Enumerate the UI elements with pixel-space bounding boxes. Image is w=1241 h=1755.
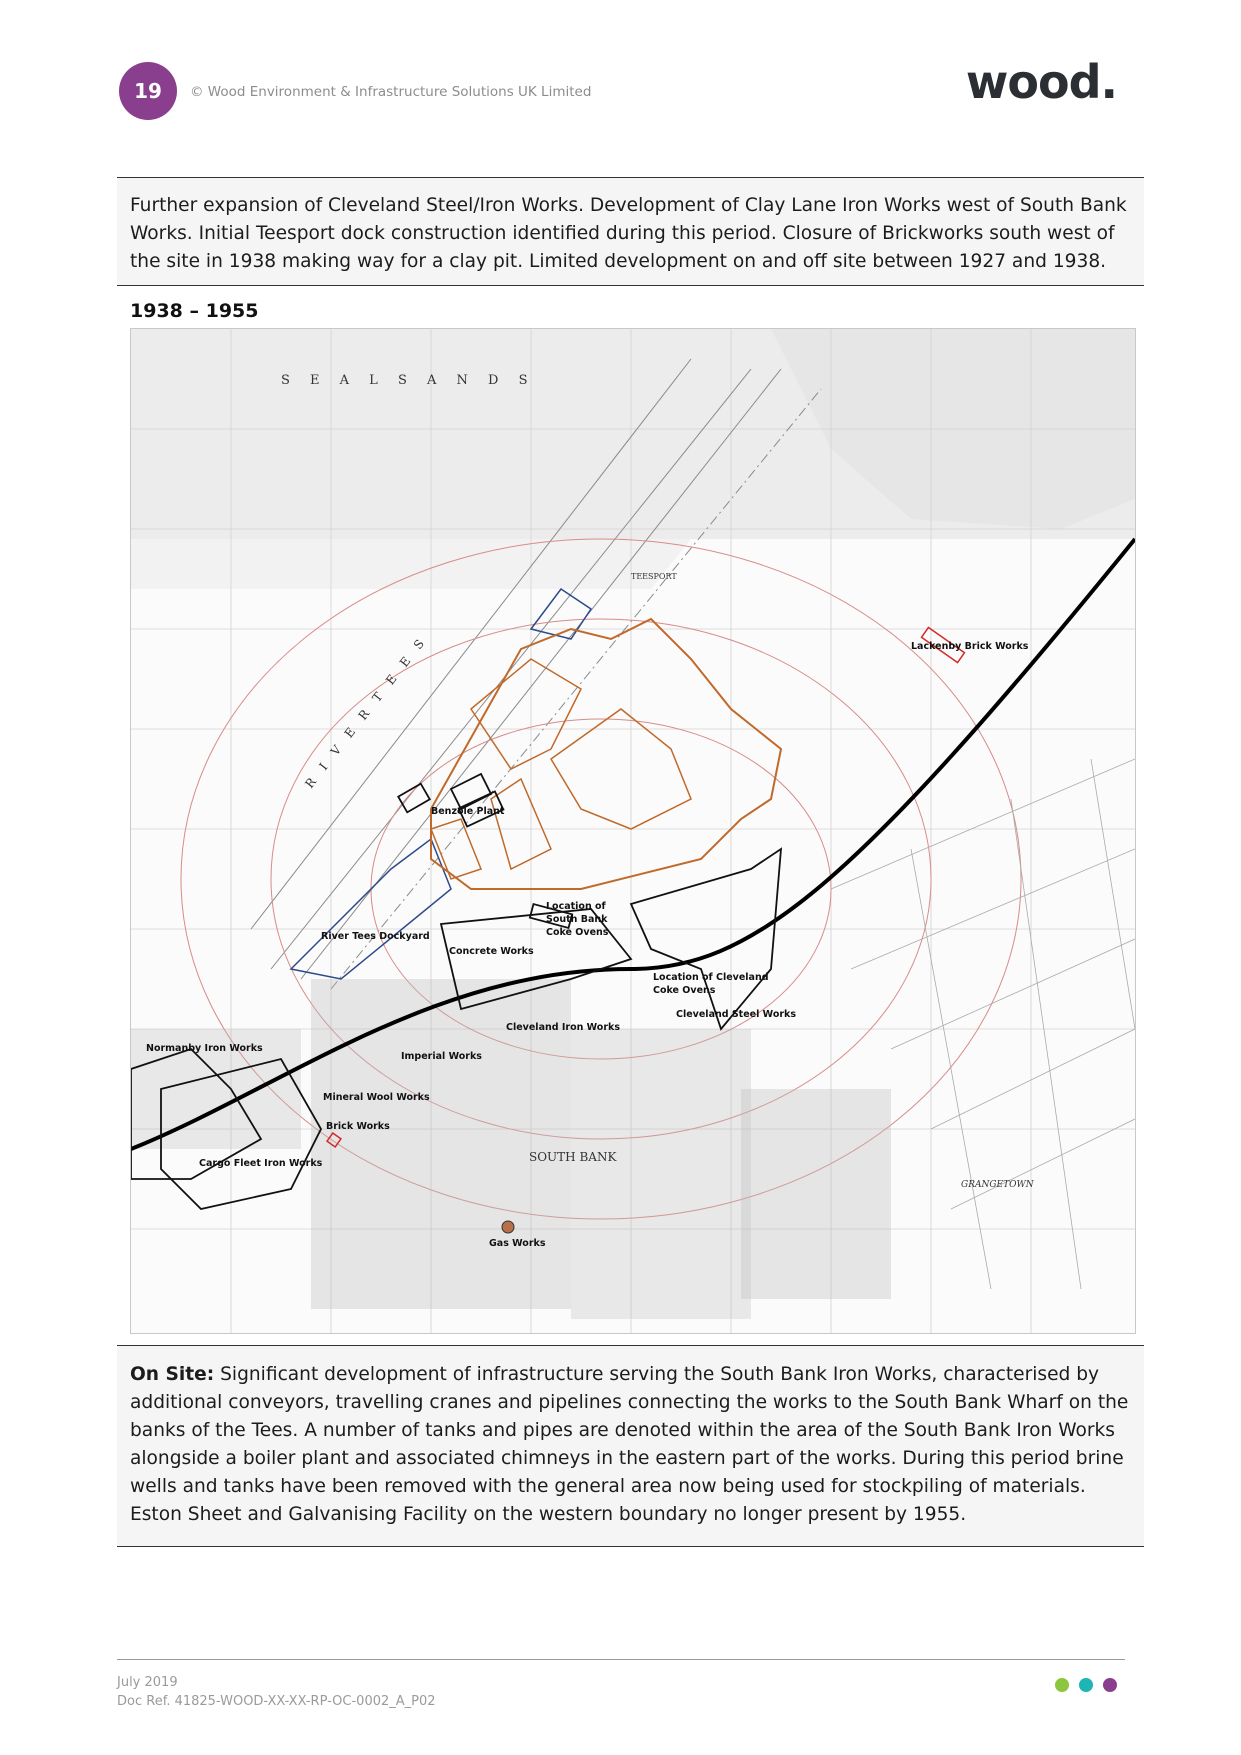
concrete-works-label: Concrete Works [449, 946, 534, 957]
south-bank-coke-ovens-boundary [491, 779, 551, 869]
normanby-iron-works-label: Normanby Iron Works [146, 1043, 263, 1054]
page-number-badge: 19 [119, 62, 177, 120]
onsite-text [130, 1361, 1132, 1529]
wood-logo: wood. [965, 55, 1117, 109]
concrete-works-boundary [431, 819, 481, 879]
period-heading: 1938 – 1955 [130, 300, 259, 322]
coke-ovens-label-line3: Coke Ovens [546, 927, 609, 938]
onsite-body: Significant development of infrastructure serving the South Bank Iron Works, characterised by additional conveyors, travelling cranes and pipelines connecting the works to the South Bank Wharf on the banks of the Tees. A number of tanks and pipes are denoted within the area of the South Bank Iron Works alongside a boiler plant and associated chimneys in the eastern part of the works. During this period brine wells and tanks have been removed with the general area now being used for stockpiling of materials. Eston Sheet and Galvanising Facility on the western boundary no longer present by 1955. [130, 1364, 1129, 1525]
south-bank-label: SOUTH BANK [529, 1150, 617, 1164]
brick-works-label: Brick Works [326, 1121, 390, 1132]
brand-dots [1055, 1678, 1117, 1692]
river-tees-label: R I V E R T E E S [302, 632, 431, 791]
teesport-label: TEESPORT [631, 572, 677, 581]
benzole-plant-label: Benzole Plant [431, 806, 505, 817]
historic-map [130, 328, 1136, 1334]
mudflat-area [131, 539, 691, 589]
brand-dot-purple [1103, 1678, 1117, 1692]
river-tees-dockyard-boundary [291, 839, 451, 979]
site-inner-area-1 [471, 659, 581, 769]
intro-panel [117, 177, 1144, 286]
river-tees-dockyard-label: River Tees Dockyard [321, 931, 430, 942]
footer-date: July 2019 [117, 1675, 178, 1690]
cleveland-coke-ovens-label-line1: Location of Cleveland [653, 972, 769, 983]
onsite-label: On Site: [130, 1364, 215, 1385]
gas-works-marker [502, 1221, 514, 1233]
onsite-panel [117, 1345, 1144, 1547]
brand-dot-teal [1079, 1678, 1093, 1692]
site-boundary [431, 619, 781, 889]
cargo-fleet-iron-works-label: Cargo Fleet Iron Works [199, 1158, 323, 1169]
gas-works-label: Gas Works [489, 1238, 546, 1249]
coke-ovens-label-line1: Location of [546, 901, 606, 912]
copyright-notice: © Wood Environment & Infrastructure Solutions UK Limited [190, 84, 592, 100]
brand-dot-green [1055, 1678, 1069, 1692]
cleveland-steel-works-label: Cleveland Steel Works [676, 1009, 797, 1020]
grangetown-label: GRANGETOWN [961, 1180, 1034, 1190]
footer-divider [117, 1659, 1125, 1660]
cleveland-iron-works-label: Cleveland Iron Works [506, 1022, 620, 1033]
mineral-wool-works-label: Mineral Wool Works [323, 1092, 430, 1103]
cleveland-coke-ovens-label-line2: Coke Ovens [653, 985, 716, 996]
intro-text: Further expansion of Cleveland Steel/Iron Works. Development of Clay Lane Iron Works west of South Bank Works. Initial Teesport dock construction identified during this period. Closure of Brickworks south west of the site in 1938 making way for a clay pit. Limited development on and off site between 1927 and 1938. [130, 195, 1127, 272]
lackenby-brick-works-label: Lackenby Brick Works [911, 641, 1029, 652]
imperial-works-label: Imperial Works [401, 1051, 482, 1062]
coke-ovens-label-line2: South Bank [546, 914, 608, 925]
footer-doc-ref: Doc Ref. 41825-WOOD-XX-XX-RP-OC-0002_A_P02 [117, 1694, 436, 1709]
seal-sands-label: S E A L S A N D S [281, 373, 536, 388]
